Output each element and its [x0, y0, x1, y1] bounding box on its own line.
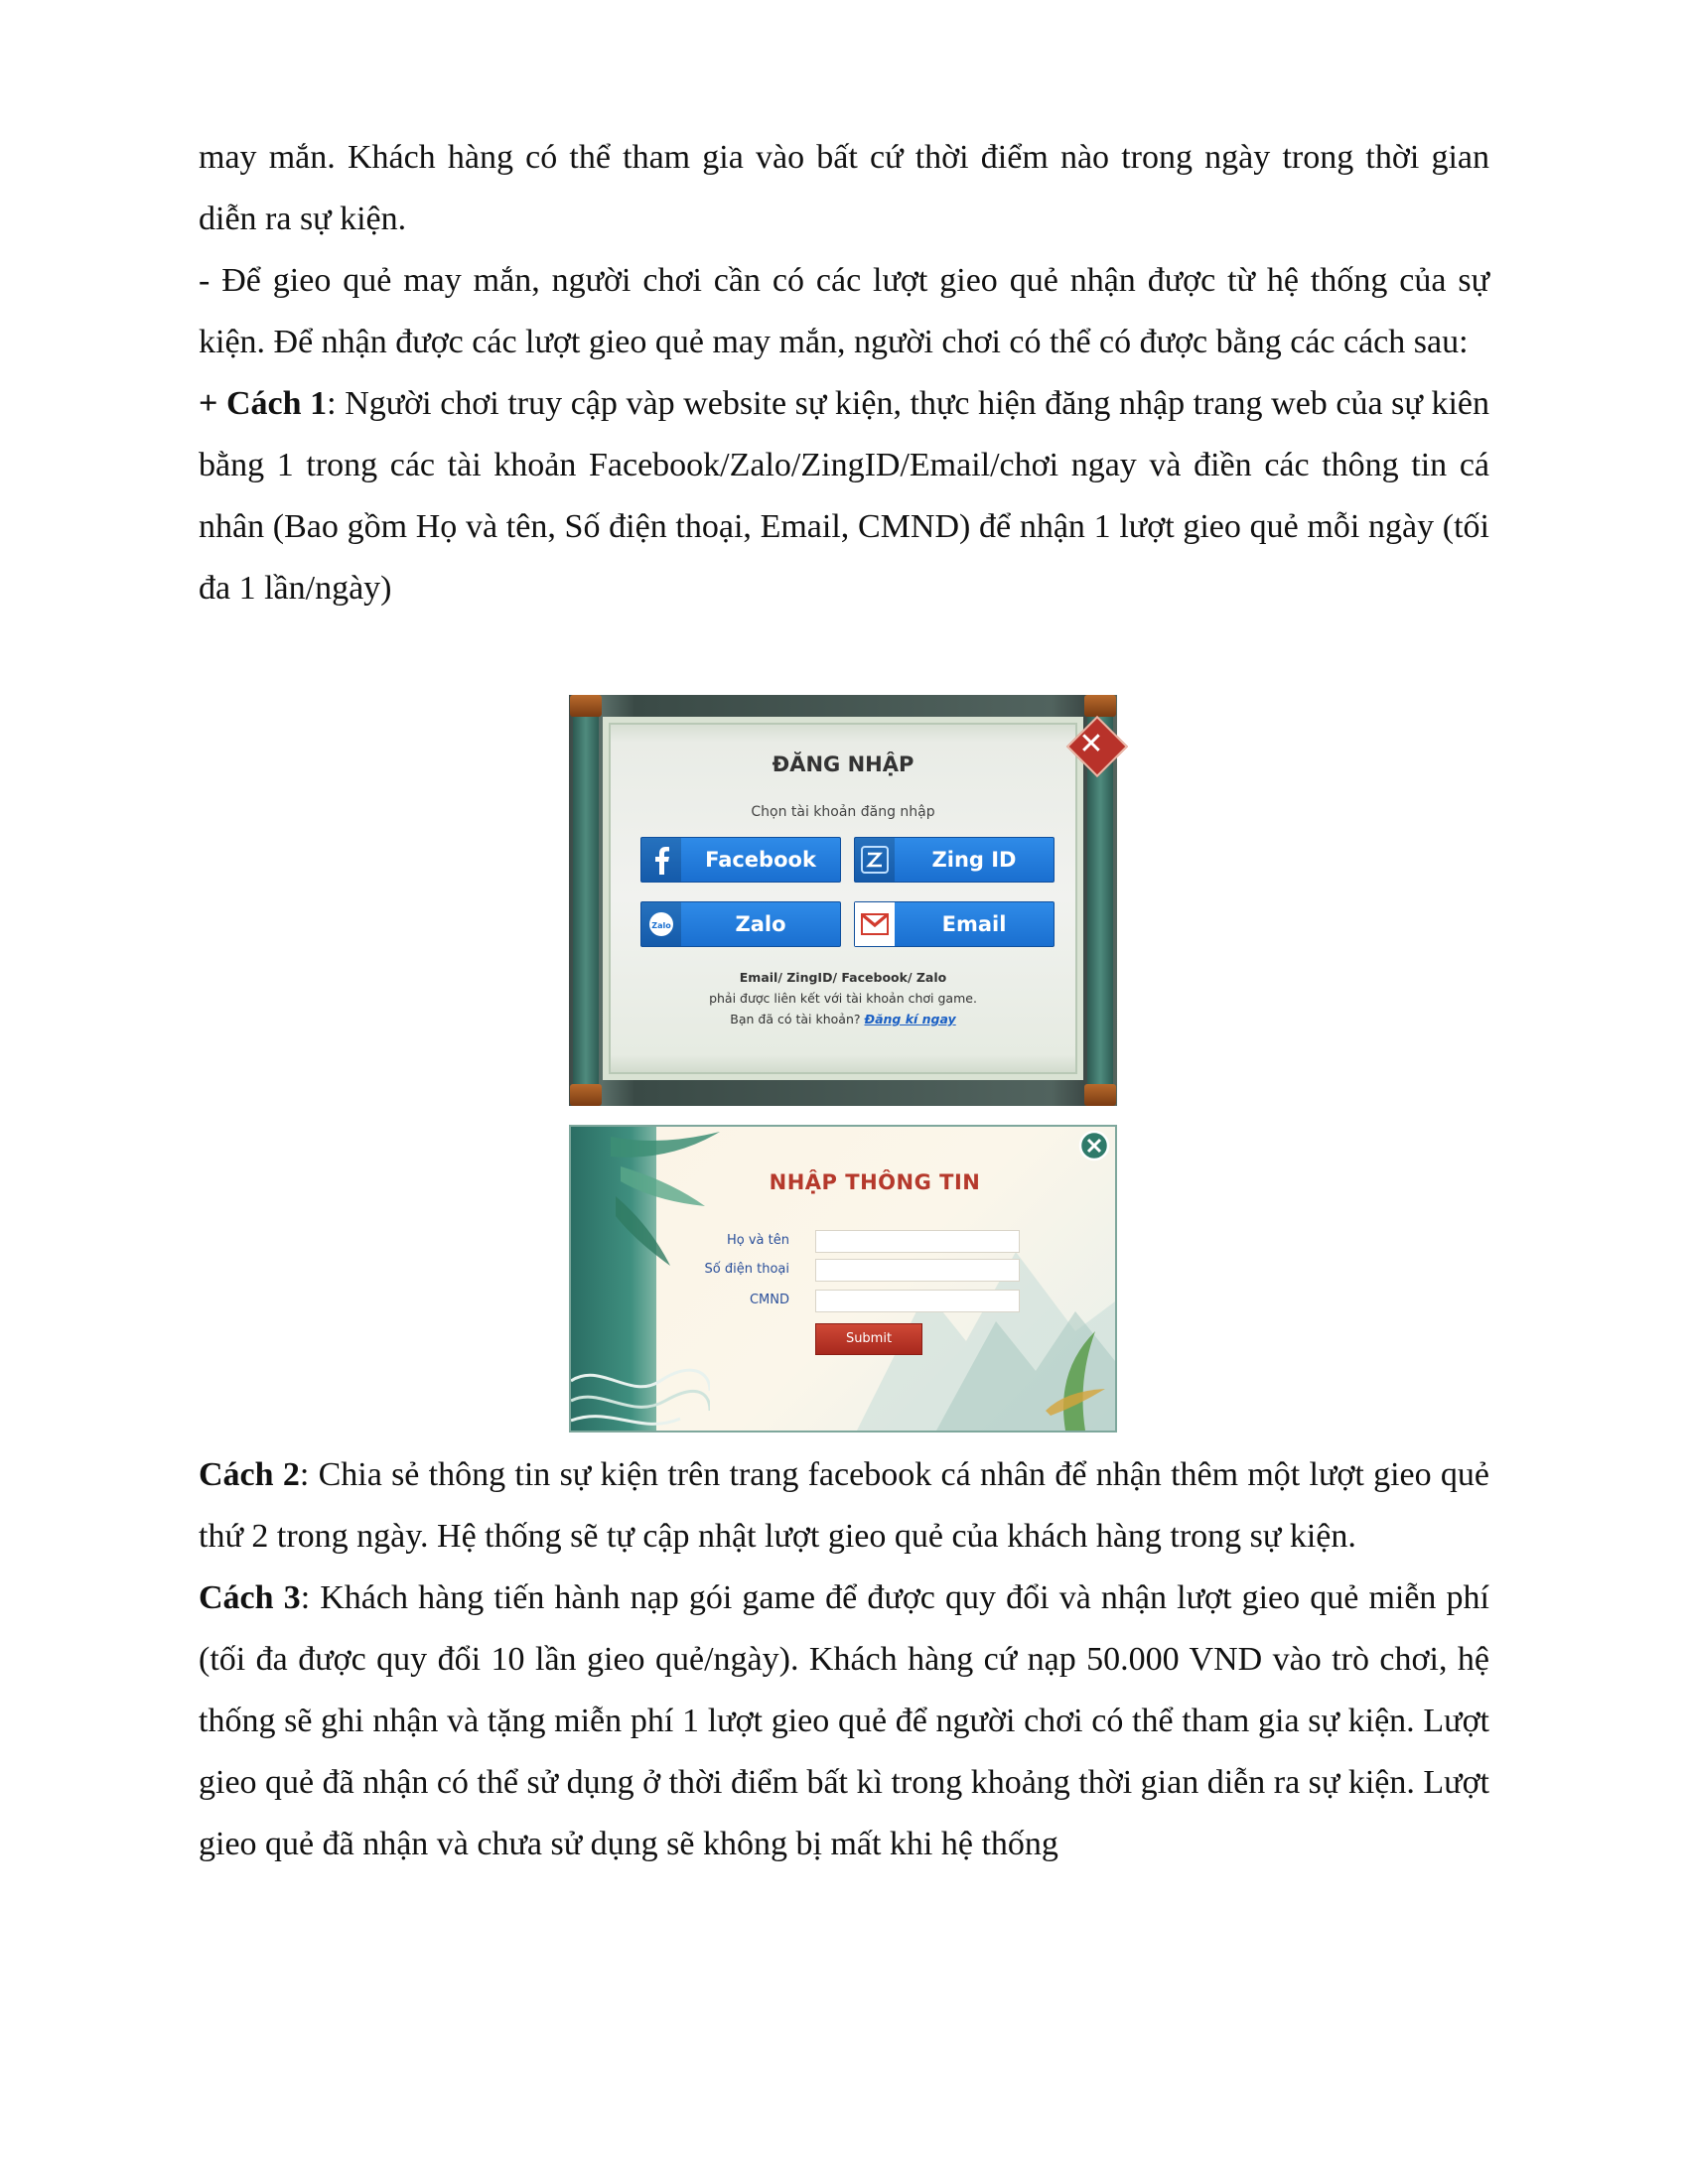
paragraph-method-1 [199, 373, 1489, 619]
login-dialog [569, 695, 1117, 1106]
method-3-text: : Khách hàng tiến hành nạp gói game để được quy đổi và nhận lượt gieo quẻ miễn phí (tối đa được quy đổi 10 lần gieo quẻ/ngày). Khách hàng cứ nạp 50.000 VND vào trò chơi, hệ thống sẽ ghi nhận và tặng miễn phí 1 lượt gieo quẻ để người chơi có thể tham gia sự kiện. Lượt gieo quẻ đã nhận có thể sử dụng ở thời điểm bất kì trong khoảng thời gian diễn ra sự kiện. Lượt gieo quẻ đã nhận và chưa sử dụng sẽ không bị mất khi hệ thống [199, 1579, 1489, 1862]
email-icon [855, 902, 895, 946]
login-title: ĐĂNG NHẬP [772, 752, 914, 776]
paragraph-method-3 [199, 1568, 1489, 1875]
paragraph-how-to-get-turns: - Để gieo quẻ may mắn, người chơi cần có các lượt gieo quẻ nhận được từ hệ thống của sự kiện. Để nhận được các lượt gieo quẻ may mắn, người chơi có thể có được bằng các cách sau: [199, 262, 1489, 360]
paragraph-intro: may mắn. Khách hàng có thể tham gia vào bất cứ thời điểm nào trong ngày trong thời gian diễn ra sự kiện. [199, 139, 1489, 237]
info-title: NHẬP THÔNG TIN [769, 1170, 981, 1194]
method-2-text: : Chia sẻ thông tin sự kiện trên trang facebook cá nhân để nhận thêm một lượt gieo quẻ thứ 2 trong ngày. Hệ thống sẽ tự cập nhật lượt gieo quẻ của khách hàng trong sự kiện. [199, 1456, 1489, 1555]
wave-decoration-icon [571, 1341, 710, 1431]
register-link[interactable]: Đăng kí ngay [864, 1012, 956, 1026]
submit-button[interactable]: Submit [815, 1323, 922, 1355]
facebook-icon [641, 838, 681, 882]
id-card-input[interactable] [815, 1290, 1020, 1312]
zalo-label: Zalo [735, 912, 786, 936]
email-login-button[interactable] [854, 901, 1055, 947]
phone-input[interactable] [815, 1259, 1020, 1282]
id-card-label: CMND [749, 1293, 789, 1307]
zalo-icon [641, 902, 681, 946]
zing-label: Zing ID [931, 848, 1017, 872]
facebook-label: Facebook [705, 848, 816, 872]
fullname-label: Họ và tên [727, 1233, 789, 1248]
info-dialog [569, 1125, 1117, 1433]
paragraph-method-2 [199, 1444, 1489, 1568]
email-label: Email [941, 912, 1007, 936]
method-1-text: : Người chơi truy cập vàp website sự kiện, thực hiện đăng nhập trang web của sự kiên bằng 1 trong các tài khoản Facebook/Zalo/ZingID/Email/chơi ngay và điền các thông tin cá nhân (Bao gồm Họ và tên, Số điện thoại, Email, CMND) để nhận 1 lượt gieo quẻ mỗi ngày (tối đa 1 lần/ngày) [199, 385, 1489, 607]
login-subtitle: Chọn tài khoản đăng nhập [751, 804, 935, 820]
bamboo-leaf-icon [611, 1127, 730, 1276]
close-circle-icon[interactable] [1077, 1129, 1111, 1162]
zing-icon [855, 838, 895, 882]
zing-login-button[interactable] [854, 837, 1055, 883]
login-note [569, 967, 1117, 1029]
method-2-label: Cách 2 [199, 1456, 300, 1493]
phone-label: Số điện thoại [704, 1262, 789, 1277]
fullname-input[interactable] [815, 1230, 1020, 1253]
facebook-login-button[interactable] [640, 837, 841, 883]
svg-text:Zalo: Zalo [651, 921, 671, 930]
note-line-2: phải được liên kết với tài khoản chơi game. [709, 991, 977, 1006]
note-line-1: Email/ ZingID/ Facebook/ Zalo [739, 970, 947, 985]
zalo-login-button[interactable] [640, 901, 841, 947]
note-prefix: Bạn đã có tài khoản? [730, 1012, 865, 1026]
method-3-label: Cách 3 [199, 1579, 301, 1616]
note-line-3 [569, 1009, 1117, 1029]
method-1-label: + Cách 1 [199, 385, 328, 422]
document-body-continued [199, 1444, 1489, 1875]
close-icon[interactable]: ✕ [1078, 727, 1104, 761]
document-body [199, 127, 1489, 619]
